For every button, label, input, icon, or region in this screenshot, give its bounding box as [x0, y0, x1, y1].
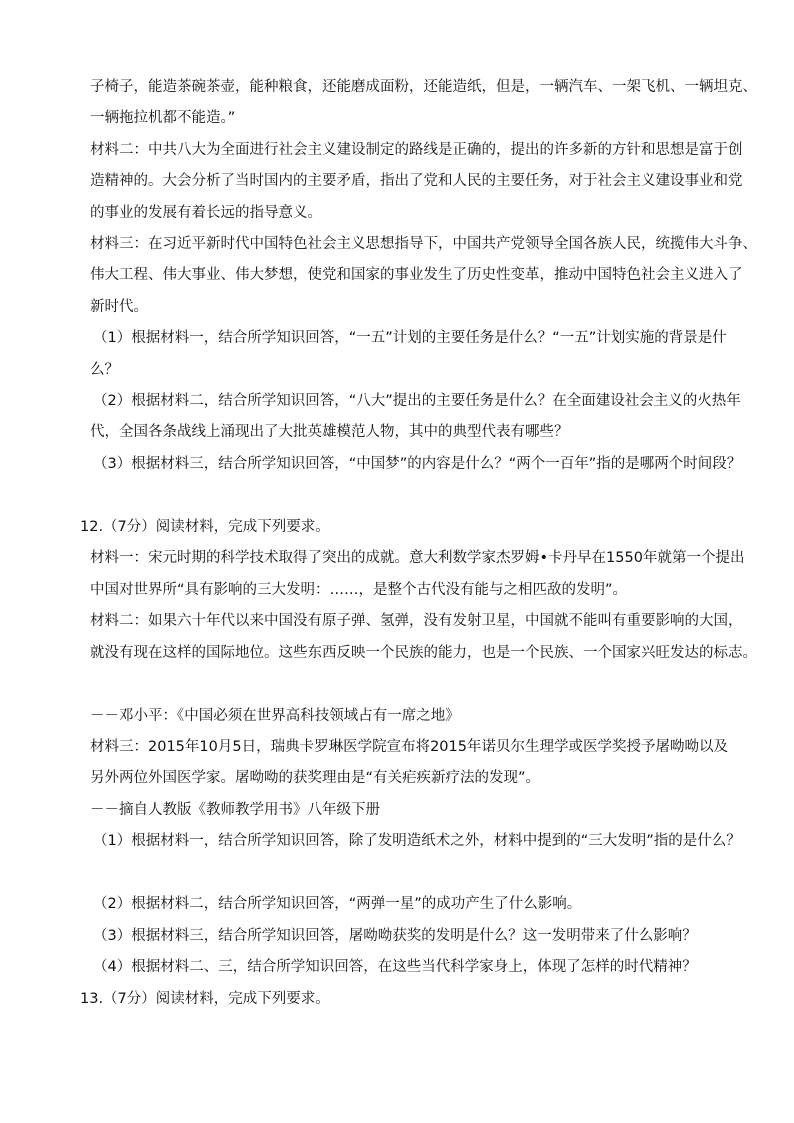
- q11-material3-line: 新时代。: [90, 299, 148, 315]
- q12-material1-line: 中国对世界所“具有影响的三大发明：……，是整个古代没有能与之相匹敌的发明”。: [90, 582, 628, 598]
- q11-material1-line: 子椅子，能造茶碗茶壶，能种粮食，还能磨成面粉，还能造纸，但是，一辆汽车、一架飞机、一辆坦克、: [90, 79, 757, 95]
- q11-subquestion-2-cont: 代，全国各条战线上涌现出了大批英雄模范人物，其中的典型代表有哪些？: [90, 424, 569, 440]
- q11-material1-line: 一辆拖拉机都不能造。”: [90, 110, 236, 126]
- q11-material2-line: 的事业的发展有着长远的指导意义。: [90, 205, 322, 221]
- q12-material2-source: －－邓小平：《中国必须在世界高科技领域占有一席之地》: [90, 708, 460, 724]
- q11-subquestion-3: （3）根据材料三，结合所学知识回答，“中国梦”的内容是什么？“两个一百年”指的是哪两个时间段？: [93, 456, 742, 472]
- q12-material2-line: 材料二：如果六十年代以来中国没有原子弹、氢弹，没有发射卫星，中国就不能叫有重要影响的大国，: [90, 613, 743, 629]
- q11-material3-line: 伟大工程、伟大事业、伟大梦想，使党和国家的事业发生了历史性变革，推动中国特色社会主义进入了: [90, 267, 743, 283]
- q11-subquestion-2: （2）根据材料二，结合所学知识回答，“八大”提出的主要任务是什么？在全面建设社会主义的火热年: [93, 393, 741, 409]
- q11-material2-line: 造精神的。大会分析了当时国内的主要矛盾，指出了党和人民的主要任务，对于社会主义建设事业和党: [90, 173, 743, 189]
- q11-subquestion-1: （1）根据材料一，结合所学知识回答，“一五”计划的主要任务是什么？“一五”计划实施的背景是什: [93, 330, 727, 346]
- q12-material2-line: 就没有现在这样的国际地位。这些东西反映一个民族的能力，也是一个民族、一个国家兴旺发达的标志。: [90, 645, 757, 661]
- q12-material1-line: 材料一：宋元时期的科学技术取得了突出的成就。意大利数学家杰罗姆•卡丹早在1550年就第一个提出: [90, 550, 745, 566]
- q12-subquestion-2: （2）根据材料二，结合所学知识回答，“两弹一星”的成功产生了什么影响。: [93, 896, 582, 912]
- q12-subquestion-4: （4）根据材料二、三，结合所学知识回答，在这些当代科学家身上，体现了怎样的时代精神？: [93, 959, 697, 975]
- q12-material3-line: 另外两位外国医学家。屠呦呦的获奖理由是“有关疟疾新疗法的发现”。: [90, 770, 541, 786]
- q11-material3-line: 材料三：在习近平新时代中国特色社会主义思想指导下，中国共产党领导全国各族人民，统揽伟大斗争、: [90, 236, 757, 252]
- q12-material3-line: 材料三：2015年10月5日，瑞典卡罗琳医学院宣布将2015年诺贝尔生理学或医学奖授予屠呦呦以及: [90, 739, 728, 755]
- q12-subquestion-1: （1）根据材料一，结合所学知识回答，除了发明造纸术之外，材料中提到的“三大发明”指的是什么？: [93, 833, 741, 849]
- q13-header: 13.（7分）阅读材料，完成下列要求。: [80, 991, 330, 1007]
- q11-subquestion-1-cont: 么？: [90, 362, 119, 378]
- q12-subquestion-3: （3）根据材料三，结合所学知识回答，屠呦呦获奖的发明是什么？这一发明带来了什么影响？: [93, 928, 697, 944]
- q12-header: 12.（7分）阅读材料，完成下列要求。: [80, 519, 330, 535]
- q11-material2-line: 材料二：中共八大为全面进行社会主义建设制定的路线是正确的，提出的许多新的方针和思想是富于创: [90, 142, 743, 158]
- q12-material3-source: －－摘自人教版《教师教学用书》八年级下册: [90, 802, 380, 818]
